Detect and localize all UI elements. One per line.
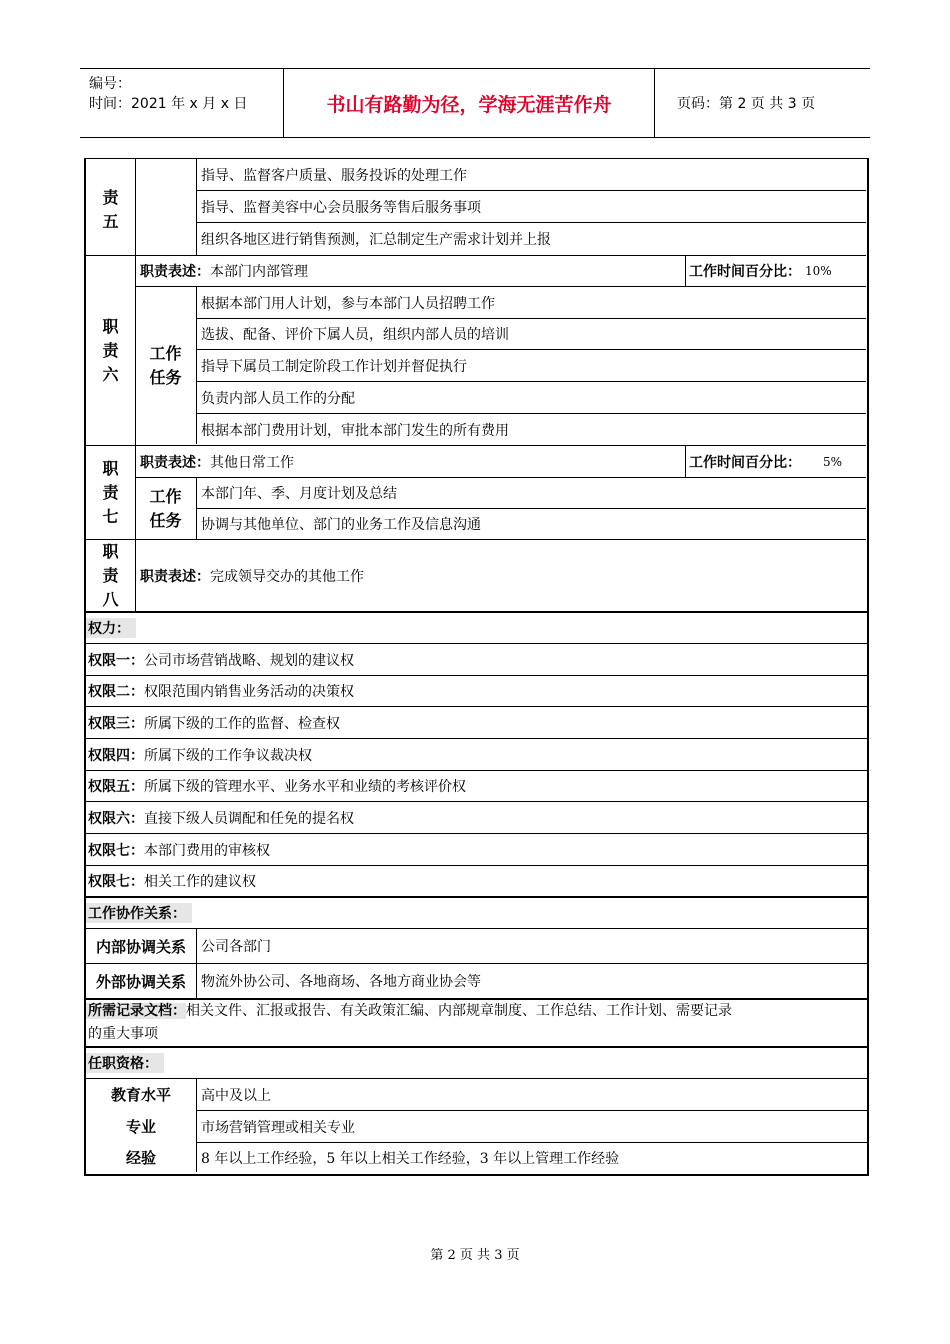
duty8-label: 职 责 八 <box>102 542 119 609</box>
duty7-label: 职 责 七 <box>102 458 119 526</box>
duty6-task-2: 选拔、配备、评价下属人员，组织内部人员的培训 <box>201 327 509 343</box>
duty7-task-1: 本部门年、季、月度计划及总结 <box>201 486 397 502</box>
cooperation-title-row <box>86 898 867 928</box>
duty5-task-2: 指导、监督美容中心会员服务等售后服务事项 <box>201 199 481 216</box>
duty5-label: 责 五 <box>102 188 119 231</box>
duty6-label: 职 责 六 <box>102 316 119 384</box>
page-info: 页码：第 2 页 共 3 页 <box>677 96 816 112</box>
duties-table <box>84 158 869 613</box>
duty6-task-4: 负责内部人员工作的分配 <box>201 390 355 407</box>
education-row: 教育水平 高中及以上 <box>110 1086 271 1104</box>
duty7-description: 职责表述： 其他日常工作 <box>140 454 294 471</box>
page-footer: 第 2 页 共 3 页 <box>430 1248 520 1263</box>
records-label: 所需记录文档： <box>88 1003 186 1019</box>
power-row: 权限五： 所属下级的管理水平、业务水平和业绩的考核评价权 <box>88 779 466 795</box>
duty7-task-2: 协调与其他单位、部门的业务工作及信息沟通 <box>201 517 481 533</box>
duty6-task-1: 根据本部门用人计划，参与本部门人员招聘工作 <box>201 295 495 312</box>
powers-and-qualifications <box>84 611 869 1176</box>
major-row: 专业 市场营销管理或相关专业 <box>125 1118 355 1136</box>
duty5-task-3: 组织各地区进行销售预测，汇总制定生产需求计划并上报 <box>201 232 551 248</box>
header-meta <box>80 69 284 137</box>
qualifications-title: 任职资格： <box>86 1053 164 1073</box>
internal-coordination-row: 内部协调关系 公司各部门 <box>95 937 271 956</box>
power-row: 权限四： 所属下级的工作争议裁决权 <box>88 747 312 764</box>
duty6-description: 职责表述： 本部门内部管理 <box>140 264 308 280</box>
duty5-task-1: 指导、监督客户质量、服务投诉的处理工作 <box>201 167 467 184</box>
duty6-task-5: 根据本部门费用计划，审批本部门发生的所有费用 <box>201 422 509 439</box>
power-row: 权限二： 权限范围内销售业务活动的决策权 <box>88 684 354 700</box>
time-label: 时间：2021 年 x 月 x 日 <box>89 96 248 112</box>
duty7-time-percent: 工作时间百分比： 5% <box>689 454 843 471</box>
page-header <box>80 68 870 138</box>
power-row: 权限七： 相关工作的建议权 <box>88 874 256 890</box>
header-motto: 书山有路勤为径，学海无涯苦作舟 <box>284 69 655 137</box>
power-row: 权限一： 公司市场营销战略、规划的建议权 <box>88 652 354 669</box>
power-row: 权限三： 所属下级的工作的监督、检查权 <box>88 715 340 732</box>
duty6-task-3: 指导下属员工制定阶段工作计划并督促执行 <box>201 358 467 375</box>
number-label: 编号： <box>89 76 131 92</box>
powers-title: 权力： <box>86 618 136 638</box>
duty6-time-percent: 工作时间百分比： 10% <box>689 264 832 280</box>
powers-title-row <box>86 613 867 643</box>
experience-row: 经验 8 年以上工作经验，5 年以上相关工作经验，3 年以上管理工作经验 <box>125 1149 620 1167</box>
power-row: 权限七： 本部门费用的审核权 <box>88 842 270 859</box>
cooperation-title: 工作协作关系： <box>86 903 192 923</box>
external-coordination-row: 外部协调关系 物流外协公司、各地商场、各地方商业协会等 <box>95 972 481 991</box>
power-row: 权限六： 直接下级人员调配和任免的提名权 <box>88 810 354 827</box>
records-block: 所需记录文档：相关文件、汇报或报告、有关政策汇编、内部规章制度、工作总结、工作计划、需要记录 的重大事项 <box>88 1003 732 1042</box>
duty6-task-label: 工作 任务 <box>149 344 182 387</box>
qualifications-title-row <box>86 1048 867 1078</box>
duty8-description: 职责表述： 完成领导交办的其他工作 <box>140 569 364 585</box>
duty7-task-label: 工作 任务 <box>149 486 182 530</box>
